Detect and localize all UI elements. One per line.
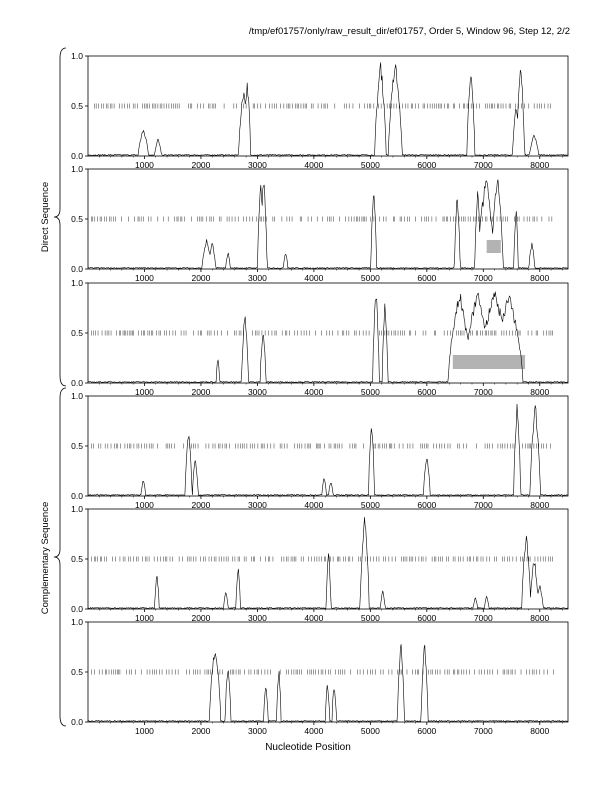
y-tick-label: 1.0 — [71, 51, 83, 61]
x-tick-label: 1000 — [135, 500, 154, 510]
x-tick-label: 6000 — [417, 160, 437, 170]
x-tick-label: 1000 — [135, 387, 154, 397]
y-tick-label: 1.0 — [71, 164, 83, 174]
direct-group-brace — [54, 48, 66, 386]
x-tick-label: 4000 — [304, 726, 324, 736]
x-tick-label: 7000 — [473, 726, 493, 736]
y-tick-label: 1.0 — [71, 617, 83, 627]
y-tick-label: 0.0 — [71, 717, 83, 727]
direct-sequence-label: Direct Sequence — [40, 181, 51, 253]
x-tick-label: 6000 — [417, 726, 437, 736]
x-tick-label: 1000 — [135, 726, 154, 736]
x-tick-label: 1000 — [135, 613, 154, 623]
y-tick-label: 0.0 — [71, 491, 83, 501]
x-tick-label: 6000 — [417, 613, 437, 623]
x-tick-label: 7000 — [473, 500, 493, 510]
x-tick-label: 4000 — [304, 500, 324, 510]
x-tick-label: 5000 — [360, 160, 380, 170]
y-tick-label: 1.0 — [71, 504, 83, 514]
x-tick-label: 3000 — [247, 160, 267, 170]
y-tick-label: 1.0 — [71, 391, 83, 401]
x-tick-label: 8000 — [530, 613, 550, 623]
y-tick-label: 0.5 — [71, 214, 83, 224]
x-tick-label: 2000 — [191, 160, 211, 170]
x-tick-label: 6000 — [417, 500, 437, 510]
x-tick-label: 8000 — [530, 726, 550, 736]
y-tick-label: 0.0 — [71, 378, 83, 388]
complementary-sequence-label: Complementary Sequence — [40, 501, 51, 615]
x-tick-label: 4000 — [304, 160, 324, 170]
y-tick-label: 0.0 — [71, 264, 83, 274]
complementary-group-brace — [54, 388, 66, 726]
x-tick-label: 3000 — [247, 273, 267, 283]
x-tick-label: 5000 — [360, 387, 380, 397]
x-tick-label: 5000 — [360, 613, 380, 623]
x-axis-label: Nucleotide Position — [265, 742, 351, 753]
x-tick-label: 5000 — [360, 500, 380, 510]
panel-frame — [88, 396, 568, 496]
x-tick-label: 6000 — [417, 273, 437, 283]
x-tick-label: 2000 — [191, 387, 211, 397]
x-tick-label: 4000 — [304, 273, 324, 283]
x-tick-label: 8000 — [530, 387, 550, 397]
x-tick-label: 7000 — [473, 160, 493, 170]
y-tick-label: 1.0 — [71, 278, 83, 288]
y-tick-label: 0.5 — [71, 667, 83, 677]
panel-frame — [88, 622, 568, 722]
y-tick-label: 0.5 — [71, 554, 83, 564]
x-tick-label: 3000 — [247, 726, 267, 736]
figure-header: /tmp/ef01757/only/raw_result_dir/ef01757, Order 5, Window 96, Step 12, 2/2 — [248, 26, 570, 37]
x-tick-label: 8000 — [530, 160, 550, 170]
x-tick-label: 2000 — [191, 500, 211, 510]
coding-region-bar — [487, 240, 501, 253]
x-tick-label: 1000 — [135, 273, 154, 283]
x-tick-label: 1000 — [135, 160, 154, 170]
probability-curve — [88, 517, 568, 608]
x-tick-label: 7000 — [473, 613, 493, 623]
y-tick-label: 0.0 — [71, 151, 83, 161]
x-tick-label: 6000 — [417, 387, 437, 397]
x-tick-label: 3000 — [247, 500, 267, 510]
y-tick-label: 0.5 — [71, 101, 83, 111]
x-tick-label: 5000 — [360, 273, 380, 283]
x-tick-label: 2000 — [191, 273, 211, 283]
x-tick-label: 8000 — [530, 273, 550, 283]
probability-curve — [88, 644, 568, 721]
y-tick-label: 0.5 — [71, 328, 83, 338]
probability-curve — [88, 62, 568, 155]
coding-region-bar — [453, 355, 525, 369]
x-tick-label: 4000 — [304, 387, 324, 397]
probability-curve — [88, 180, 568, 269]
y-tick-label: 0.0 — [71, 604, 83, 614]
x-tick-label: 7000 — [473, 387, 493, 397]
x-tick-label: 8000 — [530, 500, 550, 510]
x-tick-label: 2000 — [191, 613, 211, 623]
x-tick-label: 3000 — [247, 613, 267, 623]
x-tick-label: 3000 — [247, 387, 267, 397]
probability-curve — [88, 404, 568, 496]
y-tick-label: 0.5 — [71, 441, 83, 451]
x-tick-label: 2000 — [191, 726, 211, 736]
x-tick-label: 4000 — [304, 613, 324, 623]
x-tick-label: 5000 — [360, 726, 380, 736]
x-tick-label: 7000 — [473, 273, 493, 283]
